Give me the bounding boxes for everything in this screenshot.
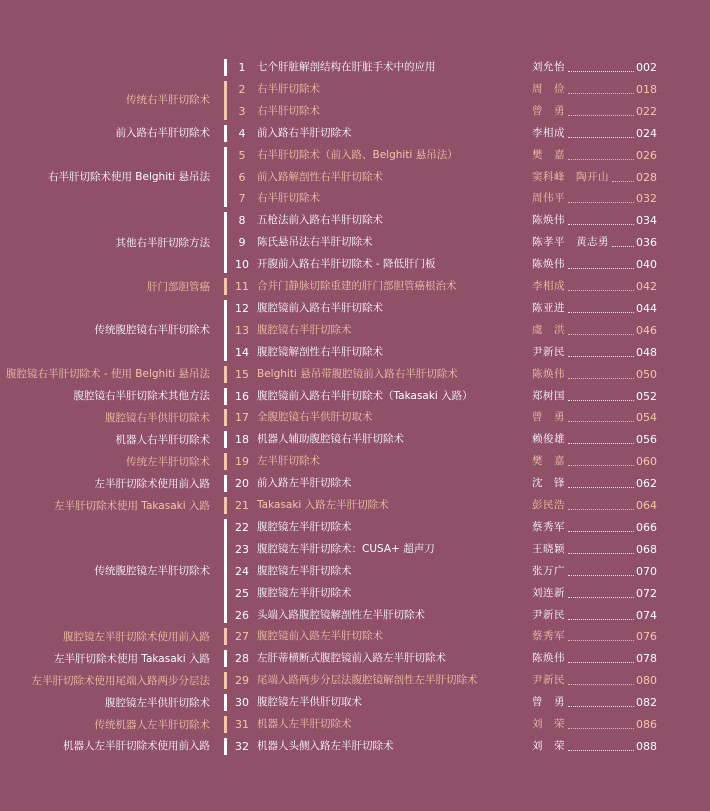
section-bar [224, 366, 227, 383]
entry-title[interactable]: Belghiti 悬吊带腹腔镜前入路右半肝切除术 [257, 367, 458, 380]
entry-number: 14 [235, 345, 249, 359]
leader-dots [568, 137, 634, 138]
entry-author: 刘允怡 [532, 61, 565, 73]
entry-number: 25 [235, 586, 249, 600]
entry-title[interactable]: 五枪法前入路右半肝切除术 [257, 214, 383, 227]
entry-title[interactable]: 腹腔镜解剖性右半肝切除术 [257, 345, 383, 358]
entry-number: 11 [235, 280, 249, 293]
section-bar [224, 147, 227, 208]
entry-title[interactable]: 尾端入路两步分层法腹腔镜解剖性左半肝切除术 [257, 674, 478, 687]
section-bar [224, 300, 227, 361]
entry-title[interactable]: 前入路左半肝切除术 [257, 477, 352, 490]
entry-author: 赖俊雄 [532, 433, 565, 446]
entry-page[interactable]: 076 [636, 630, 657, 644]
section-label: 传统腹腔镜左半肝切除术 [94, 565, 210, 578]
entry-title[interactable]: 前入路解剖性右半肝切除术 [257, 170, 383, 183]
entry-title[interactable]: 右半肝切除术（前入路、Belghiti 悬吊法） [257, 148, 458, 161]
entry-number: 26 [235, 608, 249, 622]
entry-number: 27 [235, 630, 249, 644]
entry-title[interactable]: 腹腔镜右半肝切除术 [257, 323, 352, 336]
section-bar [224, 453, 227, 470]
entry-page[interactable]: 024 [636, 126, 657, 140]
entry-page[interactable]: 044 [636, 301, 657, 315]
entry-title[interactable]: 前入路右半肝切除术 [257, 126, 352, 139]
entry-page[interactable]: 066 [636, 520, 657, 534]
entry-page[interactable]: 078 [636, 652, 657, 666]
entry-title[interactable]: 合并门静脉切除重建的肝门部胆管癌根治术 [257, 280, 457, 292]
entry-page[interactable]: 060 [636, 455, 657, 469]
entry-number: 1 [238, 61, 246, 74]
entry-number: 8 [238, 214, 246, 228]
entry-number: 6 [238, 170, 246, 184]
section-bar [224, 125, 227, 142]
section-bar [224, 81, 227, 120]
toc-entry[interactable] [0, 57, 710, 78]
section-bar [224, 672, 227, 689]
entry-author: 曾 勇 [532, 411, 565, 424]
entry-page[interactable]: 052 [636, 389, 657, 403]
section-label: 腹腔镜左半肝切除术使用前入路 [63, 630, 210, 643]
leader-dots [568, 706, 634, 707]
entry-title[interactable]: 腹腔镜左半肝切除术 [257, 586, 352, 599]
entry-page[interactable]: 046 [636, 323, 657, 337]
entry-number: 32 [235, 739, 249, 753]
entry-page[interactable]: 070 [636, 564, 657, 578]
section-bar [224, 409, 227, 426]
entry-number: 17 [235, 411, 249, 425]
section-bar [224, 694, 227, 711]
leader-dots [568, 71, 634, 72]
entry-number: 22 [235, 520, 249, 534]
entry-number: 24 [235, 564, 249, 578]
toc-entry[interactable] [0, 298, 710, 319]
entry-author: 陈焕伟 [532, 652, 565, 665]
entry-number: 21 [235, 499, 249, 512]
entry-author: 虞 洪 [532, 323, 565, 336]
entry-page[interactable]: 054 [636, 411, 657, 425]
section-bar [224, 497, 227, 514]
entry-author: 樊 嘉 [532, 455, 565, 468]
leader-dots [568, 356, 634, 357]
entry-author: 窦科峰 陶开山 [532, 170, 609, 183]
section-bar [224, 628, 227, 645]
entry-title[interactable]: 腹腔镜左半肝切除术：CUSA+ 超声刀 [257, 542, 435, 555]
entry-title[interactable]: 右半肝切除术 [257, 192, 320, 205]
section-label: 腹腔镜右半肝切除术其他方法 [73, 390, 210, 402]
leader-dots [568, 728, 634, 729]
entry-number: 9 [238, 236, 246, 250]
entry-page[interactable]: 056 [636, 433, 657, 447]
toc-entry[interactable] [0, 539, 710, 560]
entry-author: 郑树国 [532, 389, 565, 402]
entry-page[interactable]: 064 [636, 499, 657, 512]
entry-author: 刘连新 [532, 586, 565, 599]
entry-title[interactable]: 腹腔镜左半肝切除术 [257, 564, 352, 577]
entry-author: 陈焕伟 [532, 214, 565, 227]
leader-dots [568, 575, 634, 576]
leader-dots [568, 93, 634, 94]
entry-author: 陈孝平 黄志勇 [532, 236, 609, 249]
entry-author: 张万广 [532, 564, 565, 577]
section-label: 腹腔镜右半供肝切除术 [105, 411, 210, 424]
entry-title[interactable]: 开腹前入路右半肝切除术 - 降低肝门板 [257, 258, 436, 271]
entry-number: 10 [235, 258, 249, 272]
leader-dots [568, 334, 634, 335]
entry-author: 陈焕伟 [532, 367, 565, 380]
entry-title[interactable]: 腹腔镜前入路右半肝切除术 [257, 301, 383, 314]
entry-title[interactable]: 右半肝切除术 [257, 82, 320, 95]
entry-page[interactable]: 002 [636, 61, 657, 74]
entry-title[interactable]: 机器人头侧入路左半肝切除术 [257, 739, 394, 752]
entry-title[interactable]: 全腹腔镜右半供肝切取术 [257, 411, 373, 424]
section-label: 左半肝切除术使用 Takasaki 入路 [53, 499, 210, 512]
entry-number: 2 [238, 82, 246, 96]
entry-author: 曾 勇 [532, 104, 565, 117]
entry-page[interactable]: 034 [636, 214, 657, 228]
leader-dots [568, 509, 634, 510]
entry-number: 3 [238, 104, 246, 118]
entry-number: 15 [235, 367, 249, 381]
section-label: 其他右半肝切除方法 [115, 236, 210, 249]
entry-title[interactable]: 右半肝切除术 [257, 104, 320, 117]
leader-dots [568, 224, 634, 225]
entry-title[interactable]: 左半肝切除术 [257, 455, 320, 468]
leader-dots [568, 684, 634, 685]
entry-number: 12 [235, 301, 249, 315]
entry-author: 陈焕伟 [532, 258, 565, 271]
section-label: 腹腔镜右半肝切除术 - 使用 Belghiti 悬吊法 [6, 368, 210, 381]
entry-author: 王晓颖 [532, 542, 565, 555]
entry-title[interactable]: 腹腔镜前入路右半肝切除术（Takasaki 入路） [257, 389, 473, 402]
leader-dots [568, 662, 634, 663]
entry-author: 陈亚进 [532, 301, 565, 314]
entry-number: 18 [235, 433, 249, 447]
entry-page[interactable]: 036 [636, 236, 657, 250]
section-label: 肝门部胆管癌 [147, 280, 210, 293]
entry-title[interactable]: 机器人左半肝切除术 [257, 718, 352, 730]
section-label: 机器人右半肝切除术 [115, 433, 210, 446]
entry-author: 周伟平 [532, 192, 565, 205]
leader-dots [568, 750, 634, 751]
leader-dots [568, 312, 634, 313]
section-bar [224, 650, 227, 667]
leader-dots [568, 378, 634, 379]
section-label: 前入路右半肝切除术 [115, 127, 210, 140]
section-label: 左半肝切除术使用 Takasaki 入路 [53, 652, 210, 665]
section-bar [224, 519, 227, 624]
leader-dots [568, 465, 634, 466]
entry-number: 5 [238, 148, 246, 162]
section-bar [224, 59, 227, 76]
entry-page[interactable]: 018 [636, 82, 657, 96]
section-bar [224, 475, 227, 492]
entry-number: 20 [235, 477, 249, 491]
entry-page[interactable]: 026 [636, 148, 657, 162]
entry-author: 蔡秀军 [532, 630, 565, 643]
section-label: 传统腹腔镜右半肝切除术 [94, 324, 210, 337]
entry-title[interactable]: 机器人辅助腹腔镜右半肝切除术 [257, 433, 404, 446]
section-label: 右半肝切除术使用 Belghiti 悬吊法 [47, 171, 210, 183]
entry-page[interactable]: 022 [636, 104, 657, 118]
entry-page[interactable]: 082 [636, 696, 657, 710]
leader-dots [568, 553, 634, 554]
entry-page[interactable]: 050 [636, 367, 657, 381]
entry-number: 19 [235, 455, 249, 469]
entry-number: 13 [235, 323, 249, 337]
entry-author: 彭民浩 [532, 499, 565, 511]
section-label: 机器人左半肝切除术使用前入路 [63, 740, 210, 753]
entry-page[interactable]: 086 [636, 718, 657, 731]
section-bar [224, 431, 227, 448]
leader-dots [568, 159, 634, 160]
entry-page[interactable]: 028 [636, 170, 657, 184]
entry-title[interactable]: 腹腔镜前入路左半肝切除术 [257, 630, 383, 643]
section-label: 腹腔镜左半供肝切除术 [105, 696, 210, 709]
section-label: 左半肝切除术使用前入路 [94, 477, 210, 490]
entry-author: 刘 荣 [532, 718, 565, 730]
section-bar [224, 388, 227, 405]
entry-page[interactable]: 042 [636, 280, 657, 293]
entry-page[interactable]: 068 [636, 542, 657, 556]
toc-entry[interactable] [0, 188, 710, 209]
entry-author: 曾 勇 [532, 696, 565, 709]
entry-title[interactable]: 头端入路腹腔镜解剖性左半肝切除术 [257, 608, 425, 621]
entry-author: 尹新民 [532, 674, 565, 687]
entry-page[interactable]: 062 [636, 477, 657, 491]
entry-title[interactable]: 腹腔镜左半肝切除术 [257, 520, 352, 533]
section-bar [224, 716, 227, 733]
entry-number: 31 [235, 718, 249, 731]
entry-number: 23 [235, 542, 249, 556]
entry-title[interactable]: 腹腔镜左半供肝切取术 [257, 696, 362, 709]
entry-page[interactable]: 040 [636, 258, 657, 272]
entry-author: 周 俭 [532, 82, 565, 95]
leader-dots [568, 421, 634, 422]
entry-page[interactable]: 088 [636, 739, 657, 753]
entry-page[interactable]: 072 [636, 586, 657, 600]
leader-dots [568, 400, 634, 401]
entry-author: 李相成 [532, 280, 565, 292]
section-bar [224, 738, 227, 755]
entry-title[interactable]: 陈氏悬吊法右半肝切除术 [257, 236, 373, 249]
leader-dots [568, 290, 634, 291]
entry-number: 29 [235, 674, 249, 688]
entry-author: 李相成 [532, 126, 565, 139]
toc-entry[interactable] [0, 517, 710, 538]
leader-dots [568, 531, 634, 532]
section-bar [224, 278, 227, 295]
entry-number: 28 [235, 652, 249, 666]
entry-page[interactable]: 032 [636, 192, 657, 206]
section-label: 传统右半肝切除术 [126, 94, 210, 107]
leader-dots [568, 115, 634, 116]
entry-title[interactable]: Takasaki 入路左半肝切除术 [257, 499, 389, 511]
entry-title[interactable]: 左肝蒂横断式腹腔镜前入路左半肝切除术 [257, 652, 446, 665]
entry-page[interactable]: 074 [636, 608, 657, 622]
entry-number: 7 [238, 192, 246, 206]
entry-author: 沈 锋 [532, 477, 565, 490]
entry-number: 16 [235, 389, 249, 403]
leader-dots [612, 181, 634, 182]
section-label: 左半肝切除术使用尾端入路两步分层法 [31, 674, 210, 687]
entry-title[interactable]: 七个肝脏解剖结构在肝脏手术中的应用 [257, 61, 436, 73]
leader-dots [568, 268, 634, 269]
leader-dots [568, 640, 634, 641]
leader-dots [568, 619, 634, 620]
entry-number: 4 [238, 126, 246, 140]
entry-author: 樊 嘉 [532, 148, 565, 161]
leader-dots [568, 202, 634, 203]
toc-entry[interactable] [0, 210, 710, 231]
leader-dots [568, 487, 634, 488]
toc-entry[interactable] [0, 145, 710, 166]
entry-author: 尹新民 [532, 345, 565, 358]
section-label: 传统左半肝切除术 [126, 455, 210, 468]
leader-dots [612, 246, 634, 247]
entry-page[interactable]: 080 [636, 674, 657, 688]
entry-author: 蔡秀军 [532, 520, 565, 533]
entry-page[interactable]: 048 [636, 345, 657, 359]
toc-entry[interactable] [0, 342, 710, 363]
leader-dots [568, 597, 634, 598]
entry-author: 尹新民 [532, 608, 565, 621]
section-label: 传统机器人左半肝切除术 [94, 718, 210, 731]
entry-number: 30 [235, 696, 249, 710]
leader-dots [568, 443, 634, 444]
toc-entry[interactable] [0, 605, 710, 626]
entry-author: 刘 荣 [532, 739, 565, 752]
toc-entry[interactable] [0, 583, 710, 604]
toc-entry[interactable] [0, 254, 710, 275]
section-bar [224, 212, 227, 273]
